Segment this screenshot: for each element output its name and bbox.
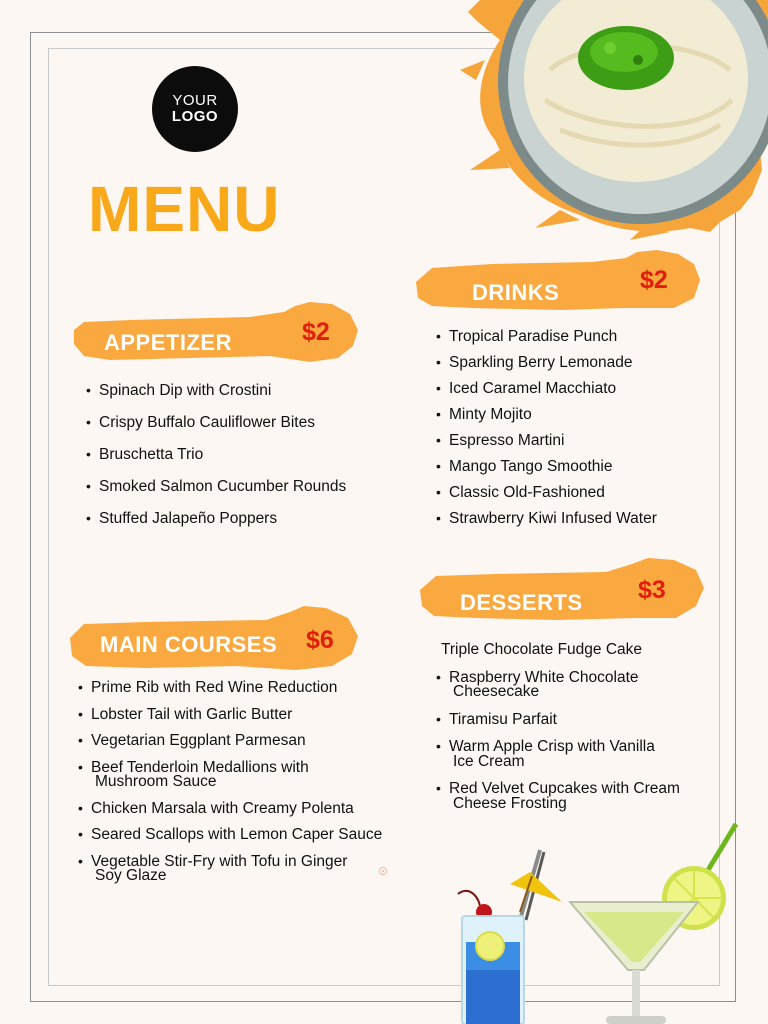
menu-title: MENU <box>88 173 281 245</box>
menu-item-text: Lobster Tail with Garlic Butter <box>91 705 293 723</box>
logo-line-1: YOUR <box>172 92 218 110</box>
drinks-list <box>436 328 657 536</box>
small-circle-icon <box>378 866 388 876</box>
desserts-title: DESSERTS <box>460 590 583 615</box>
mashed-potato-bowl-image <box>440 0 768 240</box>
menu-item-text: Ice Cream <box>453 752 525 770</box>
main-courses-list <box>78 680 382 895</box>
menu-item-text: Cheese Frosting <box>453 794 567 812</box>
menu-item <box>78 801 382 817</box>
menu-item <box>86 414 346 432</box>
menu-item <box>436 354 657 372</box>
menu-item <box>436 458 657 476</box>
menu-item <box>436 712 680 728</box>
menu-item-text: Vegetable Stir-Fry with Tofu in Ginger <box>91 852 348 870</box>
menu-item <box>78 827 382 843</box>
menu-item-text: Seared Scallops with Lemon Caper Sauce <box>91 826 383 843</box>
menu-item-text: Raspberry White Chocolate <box>449 668 639 686</box>
menu-item-text: Beef Tenderloin Medallions with <box>91 758 309 776</box>
drinks-price: $2 <box>640 266 668 294</box>
menu-item <box>436 781 680 811</box>
menu-item-text: Prime Rib with Red Wine Reduction <box>91 679 338 696</box>
menu-item-text: Strawberry Kiwi Infused Water <box>449 510 657 527</box>
menu-item-text: Tropical Paradise Punch <box>449 328 618 345</box>
menu-item <box>78 854 382 884</box>
menu-item-text: Smoked Salmon Cucumber Rounds <box>99 478 347 495</box>
desserts-heading <box>416 556 706 626</box>
menu-item <box>436 406 657 424</box>
main-courses-title: MAIN COURSES <box>100 632 278 657</box>
drinks-title: DRINKS <box>472 280 560 305</box>
main-courses-heading <box>66 604 360 674</box>
menu-item-text: Classic Old-Fashioned <box>449 484 605 501</box>
menu-item-text: Stuffed Jalapeño Poppers <box>99 510 278 527</box>
menu-item <box>78 760 382 790</box>
menu-item-text: Crispy Buffalo Cauliflower Bites <box>99 414 315 431</box>
menu-item <box>436 510 657 528</box>
menu-item-text: Mushroom Sauce <box>95 773 217 790</box>
menu-item-text: Spinach Dip with Crostini <box>99 382 272 399</box>
menu-item-text: Iced Caramel Macchiato <box>449 380 617 397</box>
appetizer-heading <box>70 300 360 366</box>
appetizer-price: $2 <box>302 318 330 346</box>
menu-item-text: Mango Tango Smoothie <box>449 458 613 475</box>
menu-item-text: Soy Glaze <box>95 867 167 884</box>
menu-item <box>78 680 382 696</box>
menu-item <box>436 484 657 502</box>
menu-item-text: Vegetarian Eggplant Parmesan <box>91 732 306 749</box>
cocktails-image <box>440 820 750 1024</box>
menu-item <box>436 380 657 398</box>
menu-item <box>436 642 680 658</box>
menu-item-text: Minty Mojito <box>449 406 532 423</box>
menu-item <box>436 670 680 700</box>
appetizer-list <box>86 382 346 542</box>
menu-item-text: Bruschetta Trio <box>99 446 204 463</box>
menu-item-text: Cheesecake <box>453 683 540 700</box>
menu-item-text: Chicken Marsala with Creamy Polenta <box>91 799 354 817</box>
menu-item <box>436 739 680 769</box>
main-courses-price: $6 <box>306 626 334 654</box>
menu-item-text: Sparkling Berry Lemonade <box>449 354 633 371</box>
menu-item-text: Warm Apple Crisp with Vanilla <box>449 738 655 755</box>
desserts-list <box>436 642 680 823</box>
menu-item <box>436 432 657 450</box>
menu-item <box>86 382 346 400</box>
menu-item-text: Tiramisu Parfait <box>449 710 557 728</box>
logo <box>152 66 238 152</box>
menu-item-text: Red Velvet Cupcakes with Cream <box>449 780 680 797</box>
menu-item-text: Espresso Martini <box>449 432 565 449</box>
menu-item-text: Triple Chocolate Fudge Cake <box>441 641 643 658</box>
menu-item <box>436 328 657 346</box>
menu-item <box>78 707 382 723</box>
logo-line-2: LOGO <box>171 108 219 125</box>
menu-item <box>86 446 346 464</box>
menu-item <box>86 510 346 528</box>
menu-item <box>78 733 382 749</box>
drinks-heading <box>412 248 702 316</box>
appetizer-title: APPETIZER <box>104 330 232 355</box>
desserts-price: $3 <box>638 576 666 604</box>
menu-item <box>86 478 346 496</box>
